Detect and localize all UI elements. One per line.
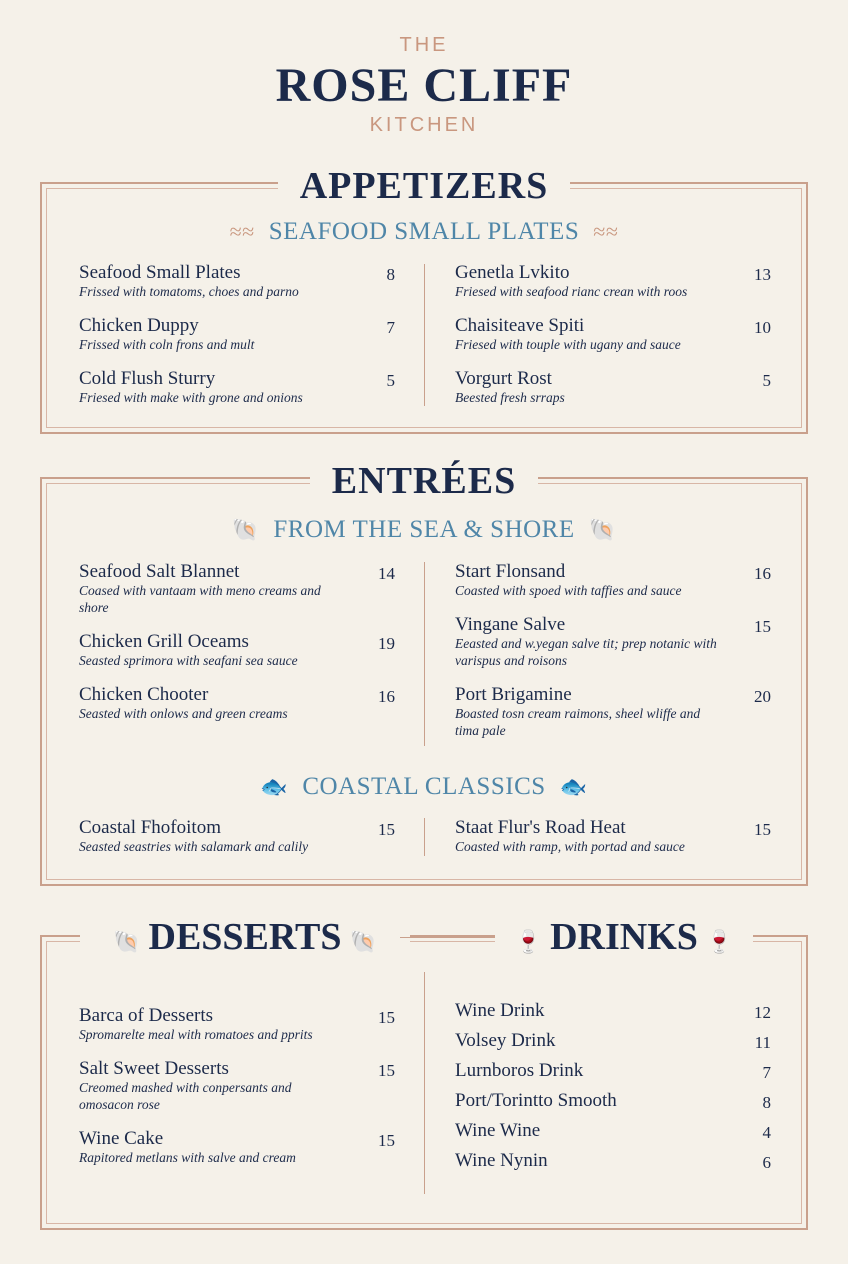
menu-item xyxy=(455,1121,771,1141)
coastal-subheading xyxy=(0,773,848,801)
item-description: Boasted tosn cream raimons, sheel wliffe and tima pale xyxy=(455,706,701,738)
drinks-heading xyxy=(495,912,753,962)
desserts-column xyxy=(79,1006,395,1182)
item-price: 4 xyxy=(762,1123,771,1142)
item-description: Coasted with spoed with taffies and sauce xyxy=(455,583,682,598)
fish-icon: 🐟 xyxy=(260,774,289,799)
item-name: Wine Drink xyxy=(455,1000,545,1021)
menu-item xyxy=(455,1091,771,1111)
item-name: Port/Torintto Smooth xyxy=(455,1090,617,1111)
waves-icon: ≈≈ xyxy=(229,219,255,244)
item-name: Staat Flur's Road Heat xyxy=(455,817,626,838)
item-description: Coasted with ramp, with portad and sauce xyxy=(455,839,685,854)
menu-item xyxy=(79,1059,395,1113)
item-name: Seafood Salt Blannet xyxy=(79,561,240,582)
item-description: Spromarelte meal with romatoes and pprits xyxy=(79,1027,313,1042)
item-price: 15 xyxy=(378,1008,395,1027)
item-price: 16 xyxy=(378,687,395,706)
menu-item xyxy=(79,1129,395,1166)
wine-glass-icon: 🍷 xyxy=(514,929,543,954)
menu-item xyxy=(455,818,771,855)
item-price: 8 xyxy=(762,1093,771,1112)
fish-icon: 🐟 xyxy=(559,774,588,799)
item-price: 7 xyxy=(386,318,395,337)
column-divider xyxy=(424,818,425,856)
seashell-icon: 🐚 xyxy=(588,517,617,542)
item-price: 14 xyxy=(378,564,395,583)
item-price: 11 xyxy=(754,1033,771,1052)
item-price: 16 xyxy=(754,564,771,583)
item-name: Port Brigamine xyxy=(455,684,572,705)
item-name: Vorgurt Rost xyxy=(455,368,552,389)
seashell-icon: 🐚 xyxy=(349,929,377,954)
menu-item xyxy=(455,369,771,406)
appetizers-right-column xyxy=(455,263,771,422)
item-price: 15 xyxy=(378,1061,395,1080)
coastal-right-column xyxy=(455,818,771,871)
menu-item xyxy=(455,1061,771,1081)
item-price: 15 xyxy=(378,1131,395,1150)
coastal-subtitle: COASTAL CLASSICS xyxy=(302,773,546,800)
column-divider xyxy=(424,562,425,746)
item-name: Chicken Duppy xyxy=(79,315,199,336)
menu-item xyxy=(455,615,771,669)
item-price: 7 xyxy=(762,1063,771,1082)
brand-the: THE xyxy=(399,34,449,56)
item-name: Chaisiteave Spiti xyxy=(455,315,585,336)
desserts-heading xyxy=(80,912,410,962)
appetizers-left-column xyxy=(79,263,395,422)
item-price: 5 xyxy=(386,371,395,390)
desserts-title: DESSERTS xyxy=(148,916,342,958)
item-description: Seasted with onlows and green creams xyxy=(79,706,288,721)
item-name: Lurnboros Drink xyxy=(455,1060,584,1081)
appetizers-title: APPETIZERS xyxy=(278,165,571,207)
item-description: Frissed with tomatoms, choes and parno xyxy=(79,284,299,299)
item-name: Salt Sweet Desserts xyxy=(79,1058,229,1079)
item-description: Friesed with touple with ugany and sauce xyxy=(455,337,681,352)
menu-item xyxy=(79,632,395,669)
item-price: 15 xyxy=(754,820,771,839)
menu-item xyxy=(455,562,771,599)
menu-item xyxy=(79,316,395,353)
item-price: 15 xyxy=(754,617,771,636)
menu-item xyxy=(79,818,395,855)
menu-item xyxy=(455,263,771,300)
brand-kitchen: KITCHEN xyxy=(369,114,479,136)
menu-item xyxy=(455,1151,771,1171)
menu-item xyxy=(79,369,395,406)
menu-item xyxy=(79,1006,395,1043)
entrees-title: ENTRÉES xyxy=(310,460,538,502)
wine-glass-icon: 🍷 xyxy=(705,929,734,954)
entrees-left-column xyxy=(79,562,395,738)
item-description: Coased with vantaam with meno creams and shore xyxy=(79,583,321,615)
item-name: Chicken Chooter xyxy=(79,684,209,705)
item-price: 8 xyxy=(386,265,395,284)
item-name: Coastal Fhofoitom xyxy=(79,817,221,838)
menu-item xyxy=(79,685,395,722)
item-price: 19 xyxy=(378,634,395,653)
entrees-subtitle: FROM THE SEA & SHORE xyxy=(273,516,575,543)
item-name: Cold Flush Sturry xyxy=(79,368,216,389)
entrees-heading xyxy=(0,459,848,503)
item-description: Beested fresh srraps xyxy=(455,390,565,405)
item-price: 13 xyxy=(754,265,771,284)
seashell-icon: 🐚 xyxy=(113,929,141,954)
menu-item xyxy=(455,685,771,739)
item-description: Creomed mashed with conpersants and omosacon rose xyxy=(79,1080,292,1112)
item-name: Chicken Grill Oceams xyxy=(79,631,249,652)
item-description: Friesed with make with grone and onions xyxy=(79,390,303,405)
item-name: Barca of Desserts xyxy=(79,1005,214,1026)
item-description: Seasted seastries with salamark and calily xyxy=(79,839,309,854)
waves-icon: ≈≈ xyxy=(593,219,619,244)
item-name: Volsey Drink xyxy=(455,1030,556,1051)
appetizers-subheading xyxy=(0,218,848,246)
item-description: Rapitored metlans with salve and cream xyxy=(79,1150,296,1165)
menu-item xyxy=(79,263,395,300)
coastal-left-column xyxy=(79,818,395,871)
item-price: 6 xyxy=(762,1153,771,1172)
item-name: Start Flonsand xyxy=(455,561,566,582)
item-name: Seafood Small Plates xyxy=(79,262,241,283)
column-divider xyxy=(424,972,425,1194)
restaurant-name: ROSE CLIFF xyxy=(275,59,573,112)
appetizers-subtitle: SEAFOOD SMALL PLATES xyxy=(268,218,580,245)
divider-line xyxy=(400,937,495,938)
column-divider xyxy=(424,264,425,406)
item-price: 10 xyxy=(754,318,771,337)
item-name: Wine Wine xyxy=(455,1120,541,1141)
item-price: 15 xyxy=(378,820,395,839)
item-name: Wine Cake xyxy=(79,1128,164,1149)
item-name: Genetla Lvkito xyxy=(455,262,570,283)
menu-item xyxy=(79,562,395,616)
entrees-right-column xyxy=(455,562,771,755)
item-description: Eeasted and w.yegan salve tit; prep notanic with varispus and roisons xyxy=(455,636,717,668)
item-price: 5 xyxy=(762,371,771,390)
seashell-icon: 🐚 xyxy=(231,517,260,542)
appetizers-heading xyxy=(0,164,848,208)
item-description: Frissed with coln frons and mult xyxy=(79,337,255,352)
item-price: 12 xyxy=(754,1003,771,1022)
item-name: Wine Nynin xyxy=(455,1150,548,1171)
menu-item xyxy=(455,316,771,353)
item-description: Seasted sprimora with seafani sea sauce xyxy=(79,653,298,668)
item-price: 20 xyxy=(754,687,771,706)
menu-item xyxy=(455,1001,771,1021)
drinks-column xyxy=(455,1001,771,1181)
entrees-subheading xyxy=(0,516,848,544)
item-description: Friesed with seafood rianc crean with roos xyxy=(455,284,688,299)
drinks-title: DRINKS xyxy=(550,916,698,958)
item-name: Vingane Salve xyxy=(455,614,566,635)
menu-item xyxy=(455,1031,771,1051)
